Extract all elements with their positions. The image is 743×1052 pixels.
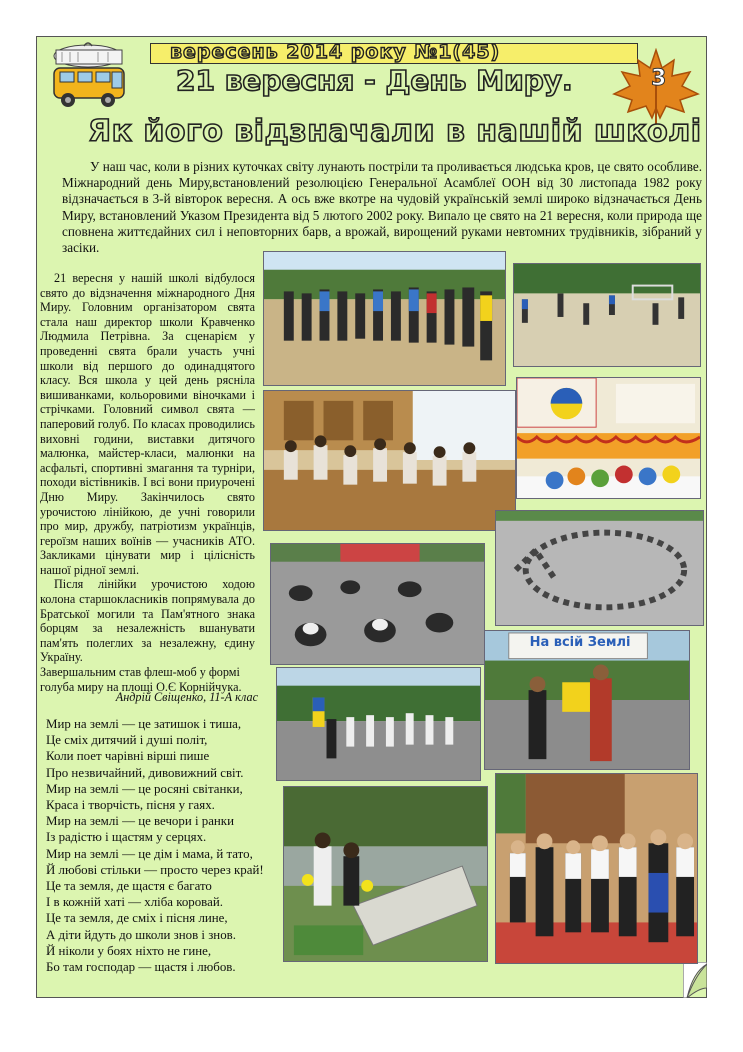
poem-line: Коли поет чарівні вірші пише <box>46 749 210 764</box>
photo-column-flags <box>276 667 481 781</box>
article-text <box>40 271 255 694</box>
poem-line: Це та земля, де щастя є багато <box>46 879 212 894</box>
article-author: Андрій Свіщенко, 11-А клас <box>115 690 258 704</box>
poem-line: І в кожній хаті — хліба коровай. <box>46 895 223 910</box>
headline: 21 вересня - День Миру. <box>176 64 573 97</box>
photo-exhibition <box>516 377 701 499</box>
issue-date: вересень 2014 року №1(45) <box>170 41 501 63</box>
poem-line: Й любові стільки — просто через край! <box>46 862 264 877</box>
poem-line: Мир на землі — це вечори і ранки <box>46 814 234 829</box>
poem-line: Це та земля, де сміх і пісня лине, <box>46 911 228 926</box>
page-curl <box>683 962 707 998</box>
poem-line: А діти йдуть до школи знов і знов. <box>46 927 236 942</box>
poem-line: Мир на землі — це дім і мама, й тато, <box>46 846 253 861</box>
poem-line: Це сміх дитячий і душі політ, <box>46 733 208 748</box>
article-paragraph-1: 21 вересня у нашій школі відбулося свято до відзначення міжнародного Дня Миру. Головним організатором свята стала наш директор школи Кравченко Людмила Петрівна. За сценарієм у проведенні свята брали участь учні школи від першого до одинадцятого класу. Вся школа у цей день рясніла вишиванками, кольоровими віночками і стрічками. Головний символ свята — паперовий голуб. По класах проводились виховні години, виставки дитячого малюнка, майстер-класи, малюнки на асфальті, спортивні змагання та турніри, походи вістівників. І всі вони приурочені Дню Миру. Закінчилось свято урочистою лінійкою, де учні говорили про мир, дружбу, патріотизм українців, героїзм наших воїнів — учасників АТО. Закликами цінувати мир і цілісність нашої рідної землі. <box>40 271 255 577</box>
photo-schoolchildren <box>495 773 698 964</box>
poem-line: Краса і творчість, пісня у гаях. <box>46 798 215 813</box>
intro-paragraph: У наш час, коли в різних куточках світу лунають постріли та проливається людська кров, це свято особливе. Міжнародний день Миру,встановлений резолюцією Генеральної Асамблеї ООН від 30 листопада 1982 року відзначається в 3-й вівторок вересня. А ось вже вкотре на чудовій українській землі широко відзначається День Миру, встановлений Указом Президента від 5 лютого 2002 року. Випало це свято на 21 вересня, коли природа ще сповнена життєдайних сил і неповторних барв, а врожай, вирощений руками невтомних трудівників, зібраний у засіки. <box>62 159 702 256</box>
poem-line: Й ніколи у боях ніхто не гине, <box>46 943 212 958</box>
photo-parade-banner <box>484 630 690 770</box>
poem-line: Про незвичайний, дивовижний світ. <box>46 765 244 780</box>
article-paragraph-2: Після лінійки урочистою ходою колона старшокласників попрямувала до Братської могили та Пам'ятного знака борцям за незалежність вшанувати пам'ять полеглих за незалежну, єдину Україну. <box>40 577 255 665</box>
poem-line: Мир на землі — це росяні світанки, <box>46 781 243 796</box>
page-number: 3 <box>651 66 667 91</box>
photo-students-field <box>263 251 506 386</box>
poem-line: Із радістю і щастям у серцях. <box>46 830 207 845</box>
subheadline: Як його відзначали в нашій школі <box>88 114 702 149</box>
banner-text: На всій Землі <box>529 635 631 650</box>
poem-line: Мир на землі — це затишок і тиша, <box>46 717 242 731</box>
article-paragraph-3: Завершальним став флеш-моб у формі голуба миру на площі О.Є Корнійчука. <box>40 665 242 694</box>
poem <box>46 716 286 975</box>
photo-football <box>513 263 701 367</box>
photo-flashmob-circle <box>495 510 704 626</box>
photo-asphalt-drawing <box>270 543 485 665</box>
newspaper-bus-logo <box>48 40 130 110</box>
photo-classroom <box>263 390 516 531</box>
poem-line: Бо там господар — щастя і любов. <box>46 960 236 975</box>
photo-memorial <box>283 786 488 962</box>
